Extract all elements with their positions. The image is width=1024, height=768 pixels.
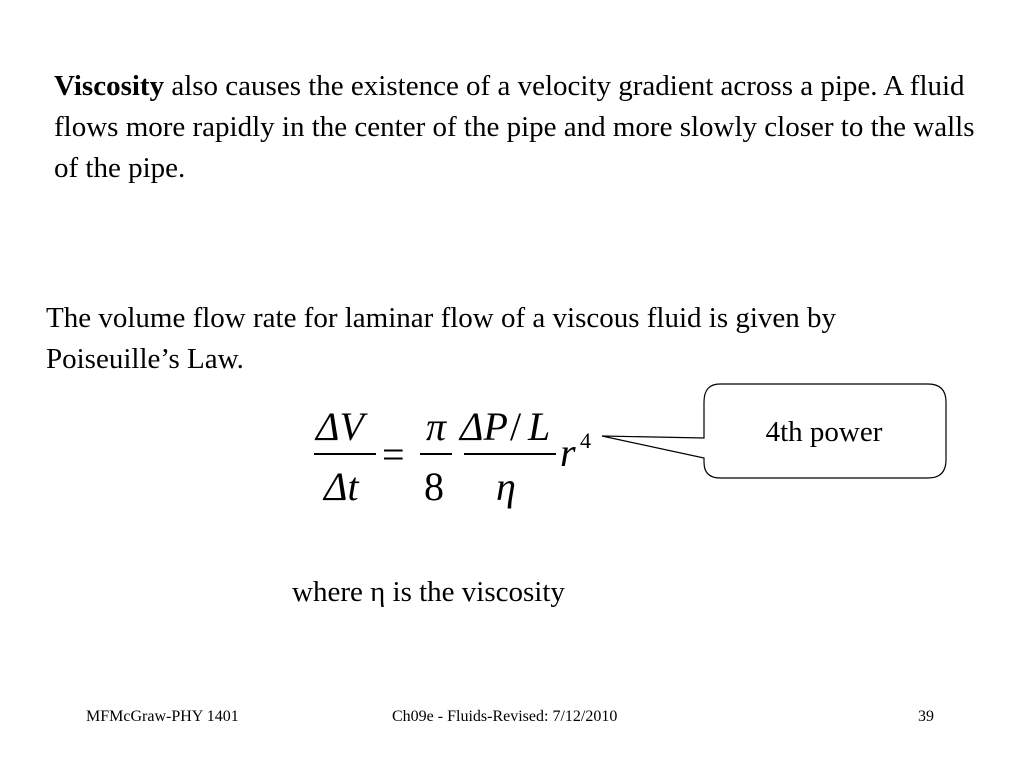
poiseuille-equation — [300, 396, 620, 526]
eq-delta-p: ΔP — [460, 404, 508, 449]
eq-eight: 8 — [424, 464, 444, 509]
eq-pi: π — [426, 404, 447, 449]
eq-equals: = — [382, 432, 405, 477]
viscosity-term: Viscosity — [54, 70, 165, 102]
intro-paragraph — [54, 66, 984, 189]
where-line: where η is the viscosity — [292, 576, 565, 608]
poiseuille-paragraph: The volume flow rate for laminar flow of a viscous fluid is given by Poiseuille’s Law. — [46, 302, 837, 375]
eq-length: L — [528, 404, 551, 449]
footer-title: Ch09e - Fluids-Revised: 7/12/2010 — [392, 708, 618, 725]
eq-lhs-denominator: Δt — [324, 464, 359, 509]
eq-eta: η — [496, 464, 516, 509]
footer-page-number: 39 — [918, 708, 934, 725]
callout-label: 4th power — [765, 416, 883, 448]
eq-lhs-numerator: ΔV — [316, 404, 364, 449]
eq-radius: r — [560, 430, 576, 475]
footer-author: MFMcGraw-PHY 1401 — [86, 708, 239, 725]
eq-slash: / — [510, 404, 522, 449]
intro-paragraph-text: also causes the existence of a velocity gradient across a pipe. A fluid flows more rapidly in the center of the pipe and more slowly closer to the walls of the pipe. — [54, 70, 975, 184]
eq-exponent: 4 — [580, 428, 591, 453]
